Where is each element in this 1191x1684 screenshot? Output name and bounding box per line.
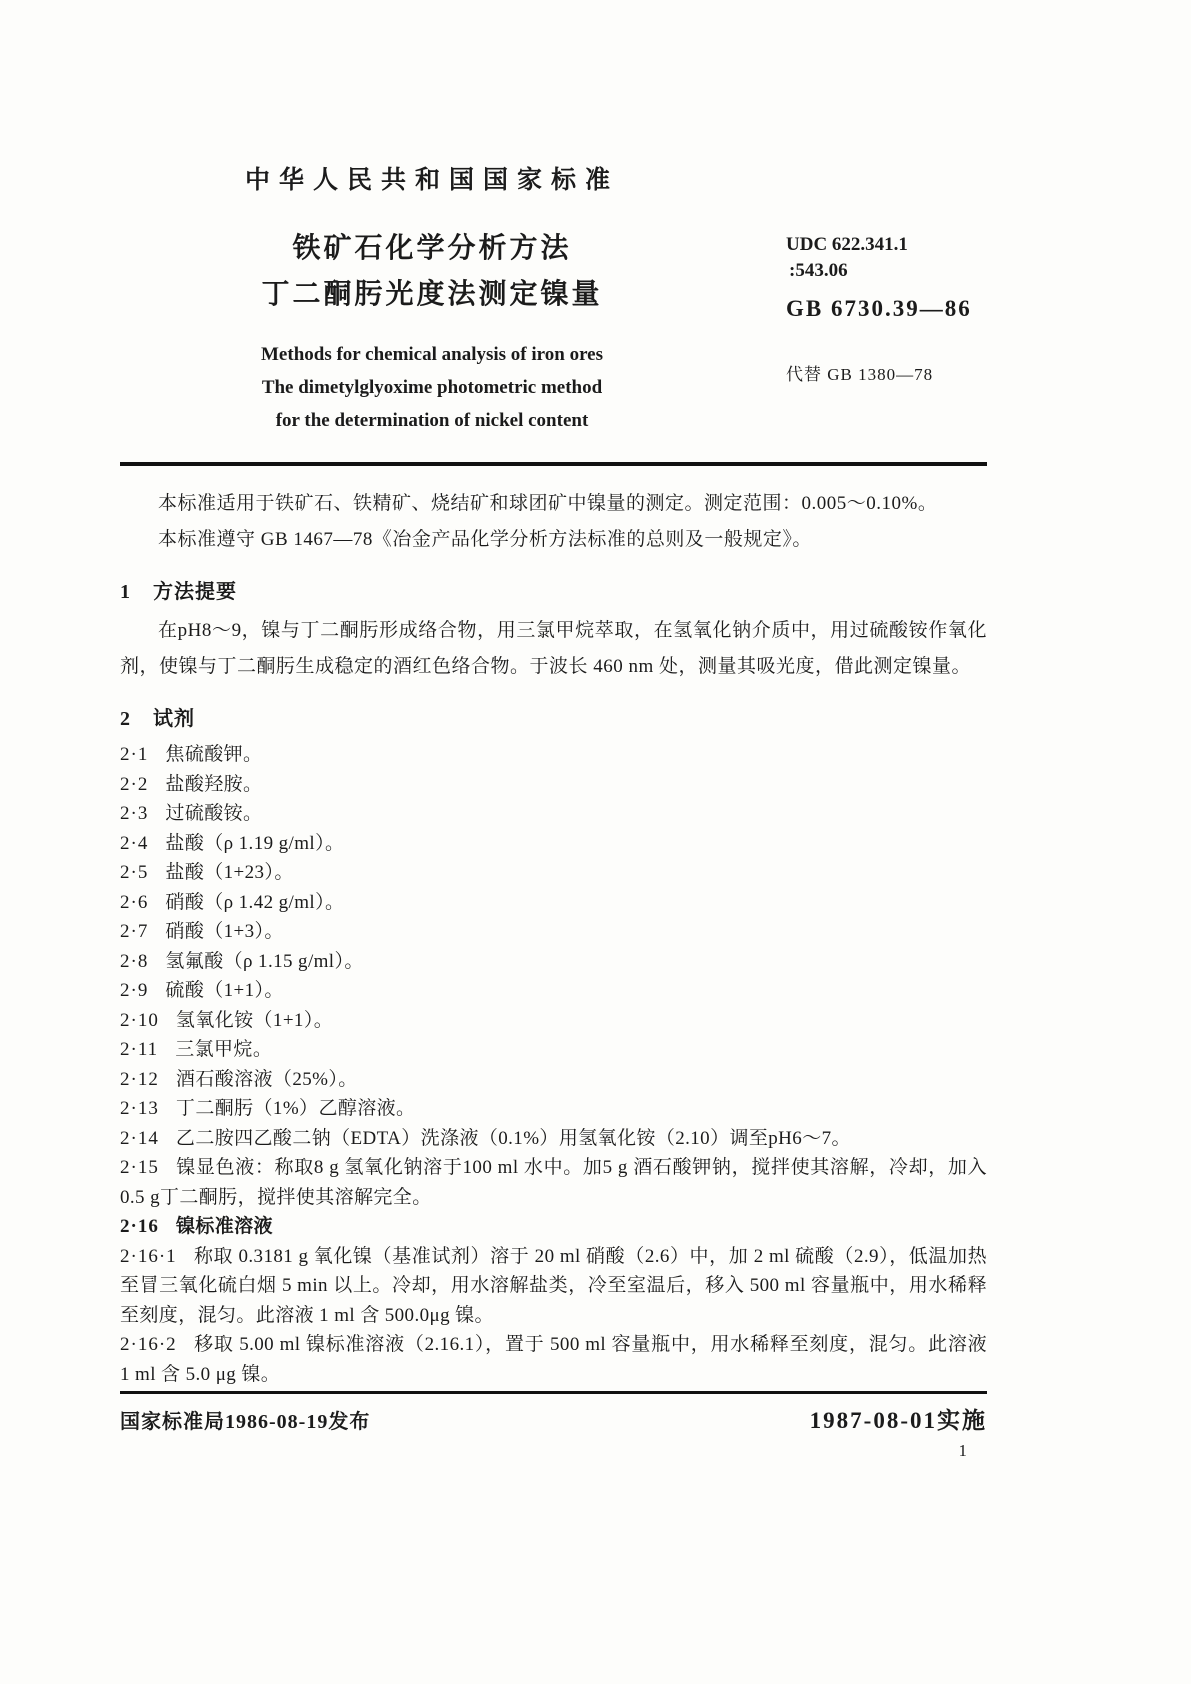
title-block [120, 226, 987, 437]
reagent-item-number: 2·14 [120, 1127, 159, 1149]
reagent-item-number: 2·3 [120, 803, 149, 824]
title-block-left [120, 226, 744, 437]
udc-number-line1: UDC 622.341.1 [786, 234, 908, 255]
reagent-item [120, 917, 987, 947]
reagent-item-text: 硫酸（1+1）。 [165, 980, 284, 1001]
reagent-item-number: 2·12 [120, 1068, 159, 1090]
reagent-item [120, 947, 987, 977]
reagent-item [120, 1330, 987, 1389]
reagent-item-text: 移取 5.00 ml 镍标准溶液（2.16.1），置于 500 ml 容量瓶中，用水稀释至刻度，混匀。此溶液 1 ml 含 5.0 μg 镍。 [120, 1334, 987, 1385]
reagent-item [120, 888, 987, 918]
reagent-item-text: 焦硫酸钾。 [165, 744, 263, 765]
page-number: 1 [958, 1441, 967, 1460]
issued-date: 国家标准局1986-08-19发布 [120, 1411, 371, 1433]
reagent-item-number: 2·16·1 [120, 1245, 177, 1267]
reagent-item [120, 1212, 987, 1242]
section-1-number: 1 [120, 581, 131, 603]
reagent-item [120, 976, 987, 1006]
reagent-item [120, 829, 987, 859]
reagent-item [120, 858, 987, 888]
gb-standard-number: GB 6730.39—86 [786, 296, 972, 321]
reagent-item-text: 酒石酸溶液（25%）。 [175, 1068, 358, 1090]
reagent-item [120, 1094, 987, 1124]
reagent-item-text: 乙二胺四乙酸二钠（EDTA）洗涤液（0.1%）用氢氧化铵（2.10）调至pH6～7。 [175, 1127, 851, 1149]
section-1-heading [120, 575, 987, 604]
scope-paragraph-1: 本标准适用于铁矿石、铁精矿、烧结矿和球团矿中镍量的测定。测定范围：0.005～0.10%。 [158, 493, 938, 514]
scope-paragraph-2: 本标准遵守 GB 1467—78《冶金产品化学分析方法标准的总则及一般规定》。 [158, 529, 812, 550]
document-body [120, 486, 987, 1389]
replaces-note: 代替 GB 1380—78 [786, 365, 934, 384]
reagent-item-text: 盐酸（ρ 1.19 g/ml）。 [165, 832, 345, 854]
reagent-item-number: 2·1 [120, 744, 149, 765]
reagent-item [120, 770, 987, 800]
section-2-number: 2 [120, 708, 131, 730]
reagent-item-text: 盐酸羟胺。 [165, 773, 263, 795]
title-chinese-line1: 铁矿石化学分析方法 [292, 233, 572, 264]
reagent-item-number: 2·13 [120, 1098, 159, 1119]
reagent-item [120, 740, 987, 770]
title-english [120, 338, 744, 437]
reagent-item-number: 2·9 [120, 980, 149, 1001]
reagent-item-number: 2·2 [120, 773, 149, 795]
title-english-line2: The dimetylglyoxime photometric method [261, 377, 603, 398]
standard-type-title: 中华人民共和国国家标准 [244, 167, 619, 194]
reagent-item-text: 镍标准溶液 [175, 1216, 273, 1237]
reagent-item-text: 三氯甲烷。 [175, 1039, 273, 1060]
reagent-item-number: 2·4 [120, 832, 149, 854]
reagent-item-number: 2·7 [120, 921, 149, 942]
reagent-item-text: 称取 0.3181 g 氧化镍（基准试剂）溶于 20 ml 硝酸（2.6）中，加 2 ml 硫酸（2.9），低温加热至冒三氧化硫白烟 5 min 以上。冷却，用水溶解盐类，冷至室温后，移入 500 ml 容量瓶中，用水稀释至刻度，混匀。此溶液 1 ml 含 500.0μg 镍。 [120, 1245, 987, 1326]
implementation-date: 1987-08-01实施 [809, 1408, 987, 1433]
page-content [120, 0, 987, 1389]
reagent-item-number: 2·6 [120, 891, 149, 913]
reagent-item [120, 1006, 987, 1036]
scope-intro [120, 486, 987, 558]
reagent-item [120, 1035, 987, 1065]
section-2-heading [120, 702, 987, 731]
title-english-line1: Methods for chemical analysis of iron ores [261, 344, 603, 365]
udc-number-line2: :543.06 [789, 260, 848, 281]
reagent-item-number: 2·15 [120, 1157, 159, 1178]
reagent-item-text: 硝酸（1+3）。 [165, 921, 284, 942]
title-chinese-line2: 丁二酮肟光度法测定镍量 [261, 279, 603, 310]
reagent-item [120, 1153, 987, 1212]
reagent-item-number: 2·10 [120, 1009, 159, 1031]
reagent-item-text: 氢氧化铵（1+1）。 [175, 1009, 334, 1031]
reagent-item-text: 盐酸（1+23）。 [165, 862, 294, 883]
section-1-title: 方法提要 [153, 581, 237, 603]
reagent-list [120, 740, 987, 1389]
reagent-item-text: 丁二酮肟（1%）乙醇溶液。 [175, 1098, 416, 1119]
reagent-item-text: 镍显色液：称取8 g 氢氧化钠溶于100 ml 水中。加5 g 酒石酸钾钠，搅拌使其溶解，冷却，加入0.5 g丁二酮肟，搅拌使其溶解完全。 [120, 1157, 987, 1208]
reagent-item-number: 2·11 [120, 1039, 159, 1060]
reagent-item-text: 氢氟酸（ρ 1.15 g/ml）。 [165, 950, 364, 972]
reagent-item-text: 硝酸（ρ 1.42 g/ml）。 [165, 891, 345, 913]
document-header [120, 160, 987, 466]
header-divider [120, 462, 987, 466]
reagent-item-text: 过硫酸铵。 [165, 803, 263, 824]
title-english-line3: for the determination of nickel content [275, 410, 589, 431]
reagent-item-number: 2·16·2 [120, 1334, 177, 1355]
reagent-item [120, 799, 987, 829]
reagent-item-number: 2·5 [120, 862, 149, 883]
section-2-title: 试剂 [153, 708, 195, 730]
reagent-item [120, 1065, 987, 1095]
reagent-item-number: 2·8 [120, 950, 149, 972]
reagent-item [120, 1242, 987, 1331]
document-footer [120, 1402, 987, 1435]
section-1-body: 在pH8～9，镍与丁二酮肟形成络合物，用三氯甲烷萃取，在氢氧化钠介质中，用过硫酸铵作氧化剂，使镍与丁二酮肟生成稳定的酒红色络合物。于波长 460 nm 处，测量其吸光度，借此测定镍量。 [120, 620, 987, 677]
reagent-item-number: 2·16 [120, 1216, 159, 1237]
reagent-item [120, 1124, 987, 1154]
footer-divider [120, 1391, 987, 1394]
standard-number-block [786, 226, 972, 437]
